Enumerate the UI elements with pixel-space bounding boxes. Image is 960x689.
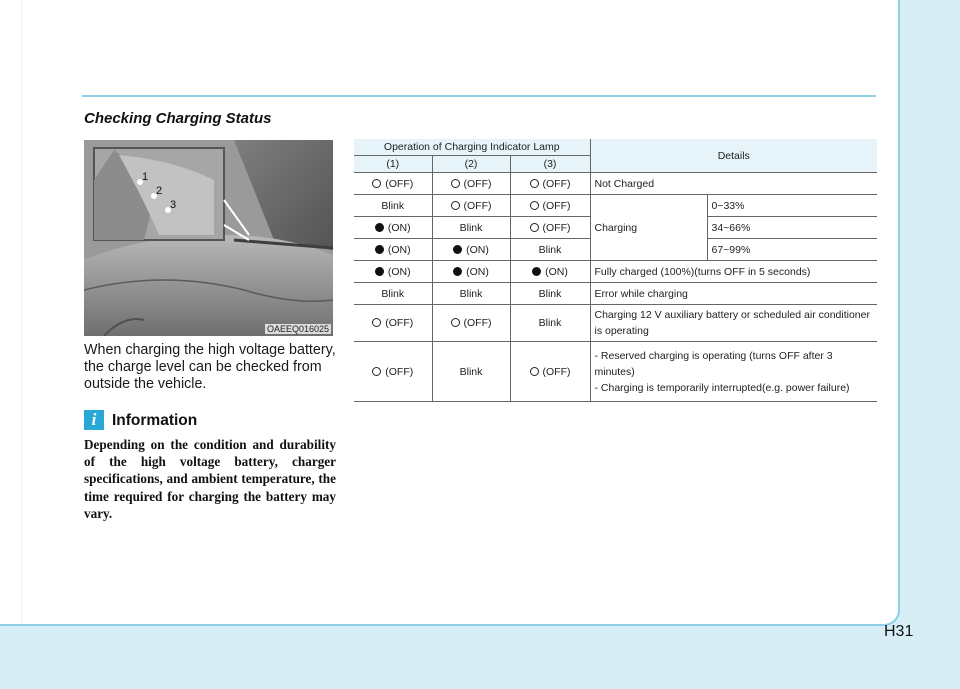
detail-cell bbox=[590, 342, 877, 402]
table-row: (ON) Blink (OFF) 34~66% bbox=[354, 217, 877, 239]
lamp-off-icon bbox=[530, 201, 539, 210]
callout-1: 1 bbox=[142, 171, 149, 183]
lamp-on-icon bbox=[375, 223, 384, 232]
table-row: Blink (OFF) (OFF) Charging 0~33% bbox=[354, 195, 877, 217]
table-row: (ON) (ON) Blink 67~99% bbox=[354, 239, 877, 261]
header-col-2: (2) bbox=[432, 156, 510, 173]
table-row: (ON) (ON) (ON) Fully charged (100%)(turns OFF in 5 seconds) bbox=[354, 261, 877, 283]
header-rule bbox=[82, 95, 876, 97]
body-paragraph: When charging the high voltage battery, the charge level can be checked from outside the vehicle. bbox=[84, 342, 336, 392]
charging-status-table bbox=[354, 139, 877, 402]
table-row: Blink Blink Blink Error while charging bbox=[354, 283, 877, 305]
lamp-on-icon bbox=[453, 267, 462, 276]
lamp-off-icon bbox=[372, 318, 381, 327]
detail-cell: Not Charged bbox=[590, 173, 877, 195]
table-row: (OFF) (OFF) Blink Charging 12 V auxiliary battery or scheduled air conditioner is operating bbox=[354, 305, 877, 342]
detail-charging: Charging bbox=[590, 195, 707, 261]
detail-cell: Fully charged (100%)(turns OFF in 5 seconds) bbox=[590, 261, 877, 283]
lamp-off-icon bbox=[451, 318, 460, 327]
detail-line-b: - Charging is temporarily interrupted(e.g. power failure) bbox=[594, 381, 850, 394]
lamp-on-icon bbox=[375, 267, 384, 276]
lamp-on-icon bbox=[453, 245, 462, 254]
header-col-1: (1) bbox=[354, 156, 432, 173]
lamp-off-icon bbox=[372, 367, 381, 376]
lamp-off-icon bbox=[372, 179, 381, 188]
car-hood-illustration bbox=[84, 140, 333, 336]
table-row: (OFF) Blink (OFF) - Reserved charging is operating (turns OFF after 3 minutes) - Charging is temporarily interrupted(e.g. power failure) bbox=[354, 342, 877, 402]
lamp-on-icon bbox=[532, 267, 541, 276]
info-text: Depending on the condition and durability of the high voltage battery, charger specifications, and ambient temperature, the time required for charging the battery may vary. bbox=[84, 437, 336, 521]
figure-code: OAEEQ016025 bbox=[266, 324, 329, 334]
callout-2: 2 bbox=[156, 185, 163, 197]
detail-line-a: - Reserved charging is operating (turns OFF after 3 minutes) bbox=[594, 349, 833, 378]
car-figure bbox=[84, 140, 333, 336]
lamp-off-icon bbox=[451, 179, 460, 188]
table-row: (OFF) (OFF) (OFF) Not Charged bbox=[354, 173, 877, 195]
level-cell: 0~33% bbox=[707, 195, 877, 217]
lamp-off-icon bbox=[530, 179, 539, 188]
header-operation: Operation of Charging Indicator Lamp bbox=[354, 139, 590, 156]
header-details: Details bbox=[590, 139, 877, 173]
table-header-row bbox=[354, 139, 877, 156]
info-title: Information bbox=[112, 412, 198, 429]
lamp-off-icon bbox=[451, 201, 460, 210]
lamp-off-icon bbox=[530, 223, 539, 232]
level-cell: 67~99% bbox=[707, 239, 877, 261]
lamp-on-icon bbox=[375, 245, 384, 254]
header-col-3: (3) bbox=[510, 156, 590, 173]
section-title: Checking Charging Status bbox=[84, 110, 272, 127]
lamp-off-icon bbox=[530, 367, 539, 376]
callout-3: 3 bbox=[170, 199, 177, 211]
detail-cell: Charging 12 V auxiliary battery or scheduled air conditioner is operating bbox=[590, 305, 877, 342]
level-cell: 34~66% bbox=[707, 217, 877, 239]
info-icon: i bbox=[84, 410, 104, 430]
page-number: H31 bbox=[884, 623, 914, 640]
page-margin-line bbox=[21, 0, 22, 624]
detail-cell: Error while charging bbox=[590, 283, 877, 305]
